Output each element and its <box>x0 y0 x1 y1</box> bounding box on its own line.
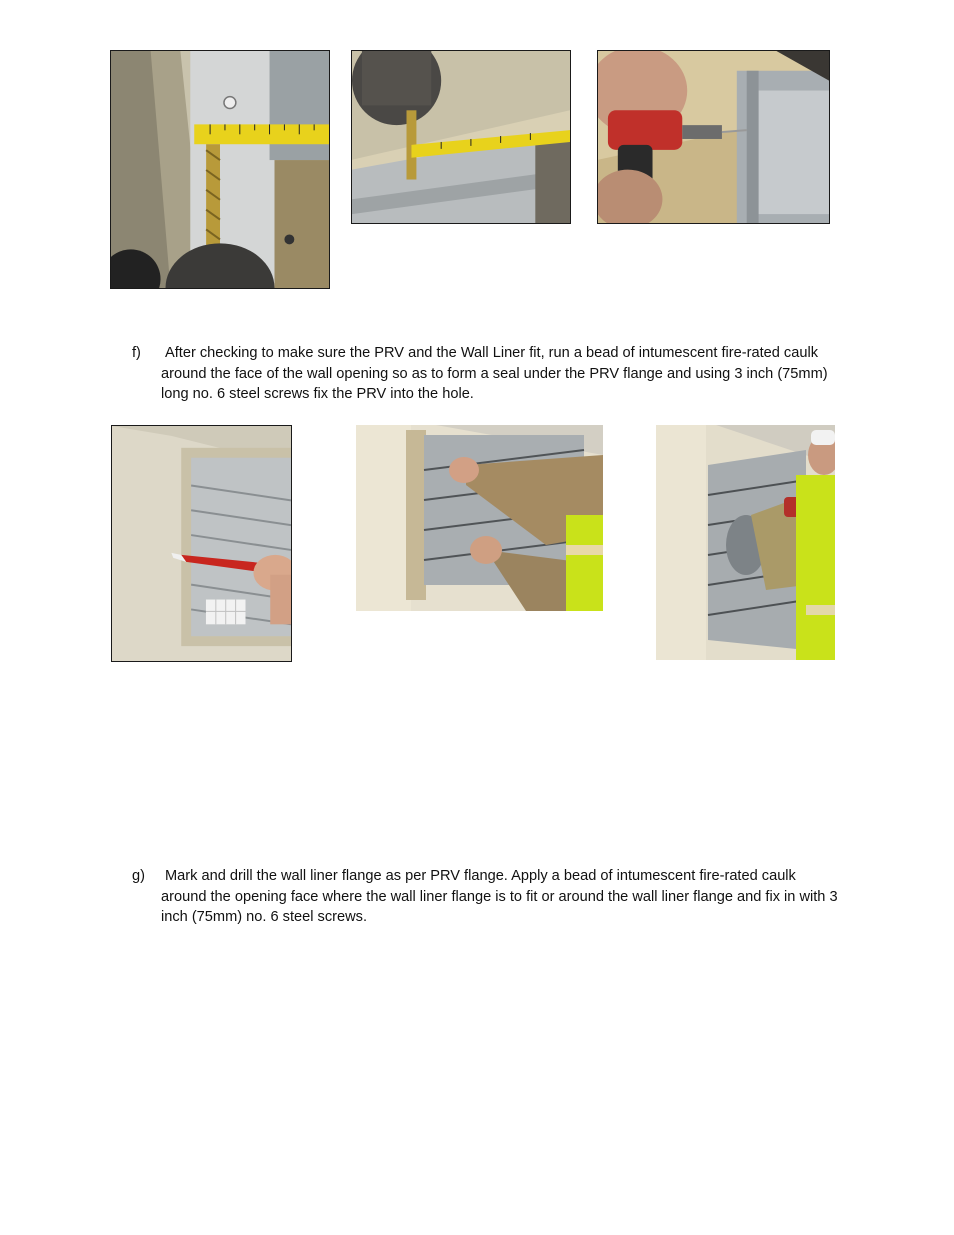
photo-screwing-prv <box>656 425 835 660</box>
step-text: Mark and drill the wall liner flange as per PRV flange. Apply a bead of intumescent fire-rated caulk around the opening face where the wall liner flange is to fit or around the wall liner flange and fix in with 3 inch (75mm) no. 6 steel screws. <box>161 868 838 925</box>
photo-drill-tape-measure-2 <box>351 50 571 224</box>
instruction-step-f <box>132 343 842 405</box>
photo-fitting-prv <box>356 425 603 611</box>
photo-drill-tape-measure-1 <box>110 50 330 289</box>
step-text: After checking to make sure the PRV and the Wall Liner fit, run a bead of intumescent fire-rated caulk around the face of the wall opening so as to form a seal under the PRV flange and using 3 inch (75mm) long no. 6 steel screws fix the PRV into the hole. <box>161 345 828 402</box>
instruction-step-g <box>132 866 842 928</box>
photo-drilling-prv-flange <box>597 50 830 224</box>
photo-applying-caulk <box>111 425 292 662</box>
step-label: f) <box>132 345 141 361</box>
step-label: g) <box>132 868 145 884</box>
